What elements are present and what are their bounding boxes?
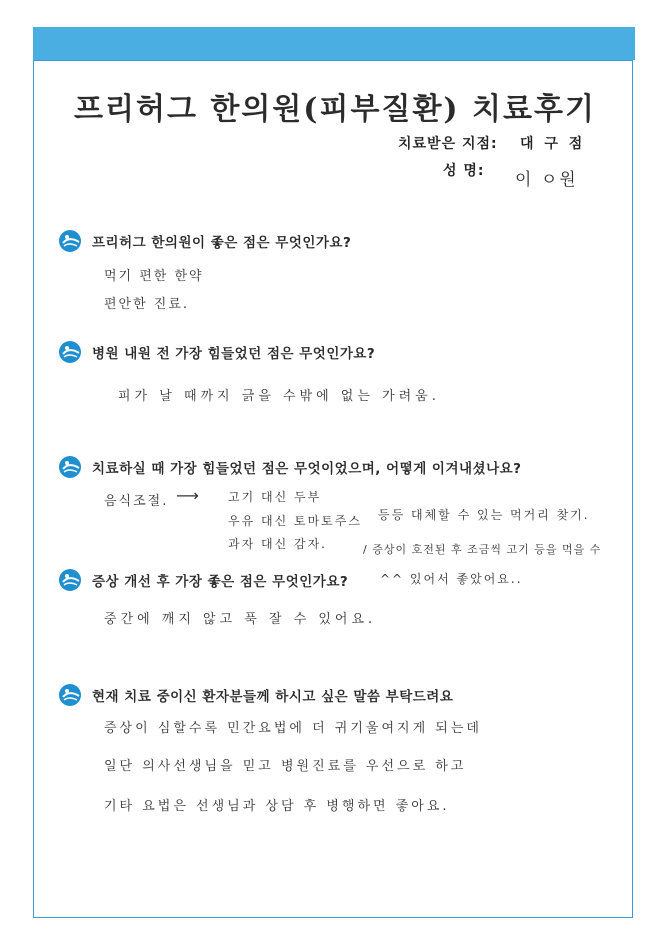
answer-line: 먹기 편한 한약 [104,269,204,284]
name-label: 성 명: [443,163,485,179]
branch-label: 치료받은 지점: [398,136,498,152]
answer-line: / 증상이 호전된 후 조금씩 고기 등을 먹을 수 [363,543,602,556]
branch-value: 대 구 점 [520,136,586,152]
question-1 [58,229,351,253]
question-bullet-icon [58,455,84,479]
answer-line: 중간에 깨지 않고 푹 잘 수 있어요. [104,612,377,627]
answer-line: 기타 요법은 선생님과 상담 후 병행하면 좋아요. [104,799,450,814]
question-3 [58,455,522,479]
answer-line: 증상이 심할수록 민간요법에 더 귀기울여지게 되는데 [104,721,482,736]
question-text: 현재 치료 중이신 환자분들께 하시고 싶은 말씀 부탁드려요 [92,689,454,705]
top-banner [33,27,635,60]
answer-line: 우유 대신 토마토주스 [228,514,362,528]
question-bullet-icon [58,683,84,707]
answer-line: 피가 날 때까지 긁을 수밖에 없는 가려움. [118,389,440,404]
question-4 [58,568,348,592]
question-text: 프리허그 한의원이 좋은 점은 무엇인가요? [92,235,352,251]
question-bullet-icon [58,340,84,364]
question-bullet-icon [58,229,84,253]
question-text: 병원 내원 전 가장 힘들었던 점은 무엇인가요? [92,346,376,362]
question-5 [58,683,453,707]
arrow-icon: ⟶ [176,486,199,505]
answer-line: ^^ 있어서 좋았어요.. [380,572,523,586]
answer-line: 고기 대신 두부 [228,490,322,504]
question-2 [58,340,375,364]
answer-line: 등등 대체할 수 있는 먹거리 찾기. [378,508,590,522]
page-title: 프리허그 한의원(피부질환) 치료후기 [74,92,596,127]
question-text: 치료하실 때 가장 힘들었던 점은 무엇이었으며, 어떻게 이겨내셨나요? [92,461,522,477]
answer-line: 음식조절. [104,494,169,509]
name-value: 이 ㅇ원 [515,170,578,190]
answer-line: 과자 대신 감자. [228,537,327,551]
answer-line: 일단 의사선생님을 믿고 병원진료를 우선으로 하고 [104,759,467,774]
question-text: 증상 개선 후 가장 좋은 점은 무엇인가요? [92,574,349,590]
answer-line: 편안한 진료. [104,297,190,312]
question-bullet-icon [58,568,84,592]
